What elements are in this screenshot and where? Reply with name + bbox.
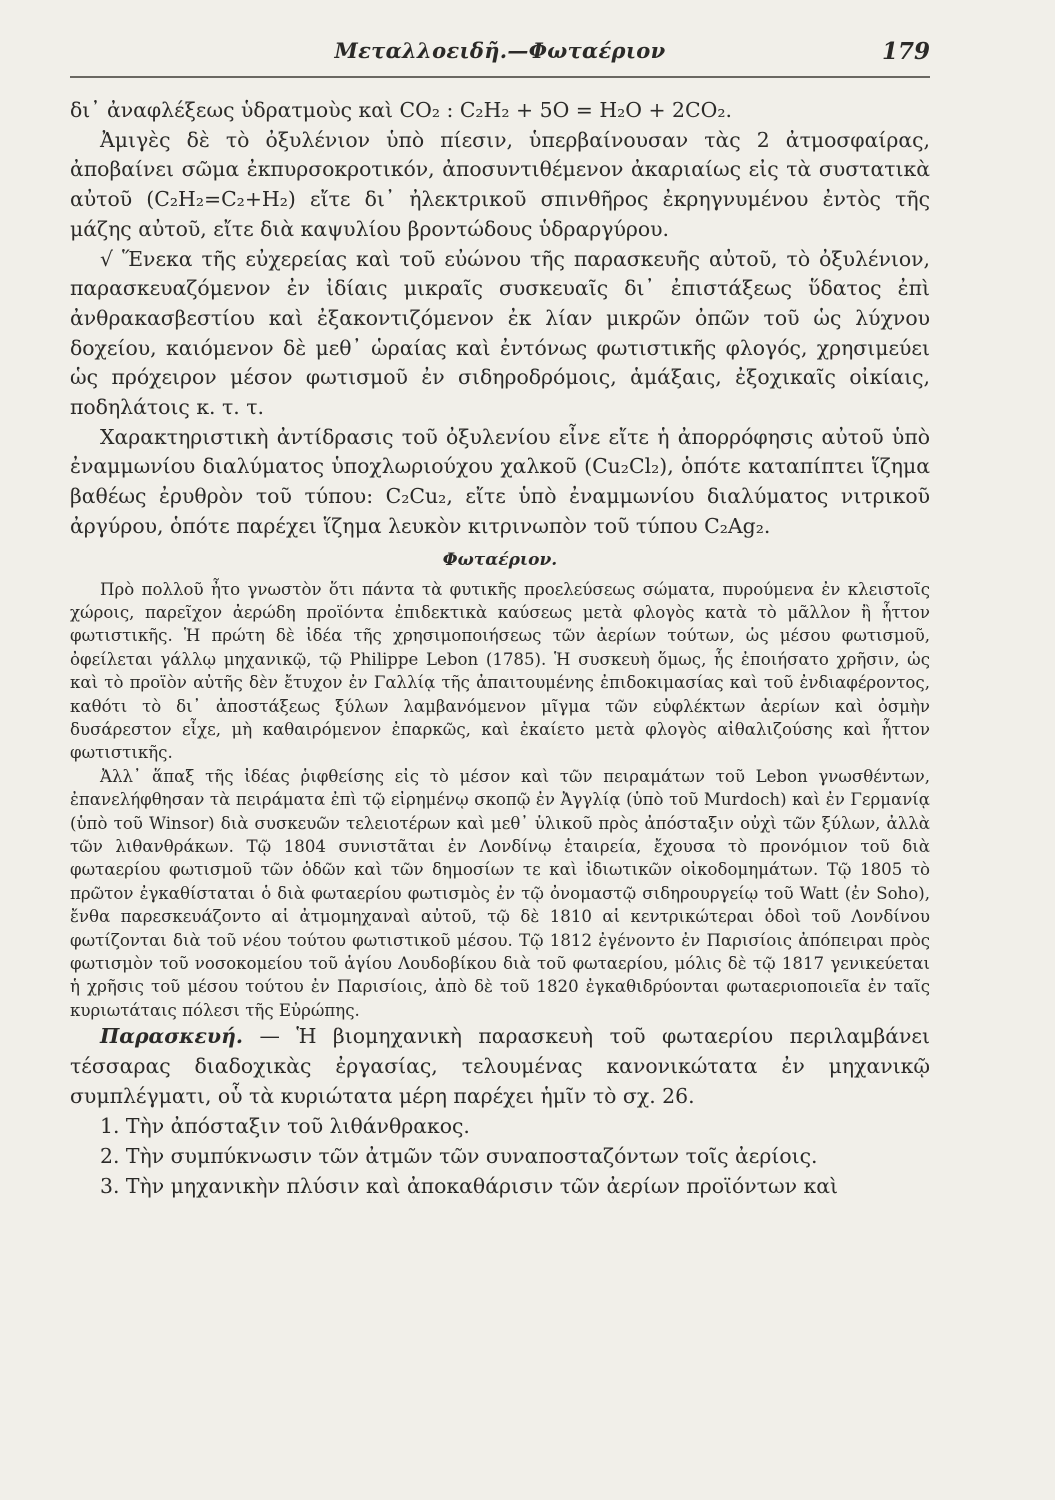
paragraph-gas-history-2: Ἀλλ᾽ ἅπαξ τῆς ἰδέας ῥιφθείσης εἰς τὸ μέσον καὶ τῶν πειραμάτων τοῦ Lebon γνωσθέντων, ἐπανελήφθησαν τὰ πειράματα ἐπὶ τῷ εἰρημένῳ σκοπῷ ἐν Ἀγγλίᾳ (ὑπὸ τοῦ Murdoch) καὶ ἐν Γερμανίᾳ (ὑπὸ τοῦ Winsor) διὰ συσκευῶν τελειοτέρων καὶ μεθ᾽ ὑλικοῦ πρὸς ἀπόσταξιν οὐχὶ τῶν ξύλων, ἀλλὰ τῶν λιθανθράκων. Τῷ 1804 συνιστᾶται ἐν Λονδίνῳ ἑταιρεία, ἔχουσα τὸ προνόμιον τοῦ διὰ φωταερίου φωτισμοῦ τῶν ὁδῶν καὶ τῶν δημοσίων τε καὶ ἰδιωτικῶν οἰκοδομημάτων. Τῷ 1805 τὸ πρῶτον ἐγκαθίσταται ὁ διὰ φωταερίου φωτισμὸς ἐν τῷ ὀνομαστῷ σιδηρουργείῳ τοῦ Watt (ἐν Soho), ἔνθα παρεσκευάζοντο αἱ ἀτμομηχαναὶ αὐτοῦ, τῷ δὲ 1810 αἱ κεντρικώτεραι ὁδοὶ τοῦ Λονδίνου φωτίζονται διὰ τοῦ νέου τούτου φωτιστικοῦ μέσου. Τῷ 1812 ἐγένοντο ἐν Παρισίοις ἀπόπειραι πρὸς φωτισμὸν τοῦ νοσοκομείου τοῦ ἁγίου Λουδοβίκου διὰ τοῦ φωταερίου, μόλις δὲ τῷ 1817 γενικεύεται ἡ χρῆσις τοῦ μέσου τούτου ἐν Παρισίοις, ἀπὸ δὲ τοῦ 1820 ἐγκαθιδρύονται φωταεριοποιεῖα ἐν ταῖς κυριωτάταις πόλεσι τῆς Εὐρώπης. bbox=[70, 766, 930, 1020]
paragraph-combustion-equation: δι᾽ ἀναφλέξεως ὑδρατμοὺς καὶ CO₂ : C₂H₂ + 5O = H₂O + 2CO₂. bbox=[70, 98, 733, 122]
section-title-gas: Φωταέριον. bbox=[442, 549, 558, 570]
header-rule bbox=[70, 70, 930, 78]
running-title: Μεταλλοειδῆ.—Φωταέριον bbox=[334, 38, 666, 63]
list-item: 1. Τὴν ἀπόσταξιν τοῦ λιθάνθρακος. bbox=[100, 1114, 470, 1139]
list-item: 2. Τὴν συμπύκνωσιν τῶν ἀτμῶν τῶν συναποσταζόντων τοῖς ἀερίοις. bbox=[100, 1144, 818, 1169]
page-header bbox=[70, 38, 930, 72]
preparation-heading: Παρασκευή. bbox=[100, 1024, 243, 1049]
preparation-text: — Ἡ βιομηχανικὴ παρασκευὴ τοῦ φωταερίου περιλαμβάνει τέσσαρας διαδοχικὰς ἐργασίας, τελουμένας κανονικώτατα ἐν μηχανικῷ συμπλέγματι, οὗ τὰ κυριώτατα μέρη παρέχει ἡμῖν τὸ σχ. 26. bbox=[70, 1024, 930, 1108]
paragraph-gas-history-1: Πρὸ πολλοῦ ἦτο γνωστὸν ὅτι πάντα τὰ φυτικῆς προελεύσεως σώματα, πυρούμενα ἐν κλειστοῖς χώροις, παρεῖχον ἀερώδη προϊόντα ἐπιδεκτικὰ καύσεως μετὰ φλογὸς κατὰ τὸ μᾶλλον ἢ ἧττον φωτιστικῆς. Ἡ πρώτη δὲ ἰδέα τῆς χρησιμοποιήσεως τῶν ἀερίων τούτων, ὡς μέσου φωτισμοῦ, ὀφείλεται γάλλῳ μηχανικῷ, τῷ Philippe Lebon (1785). Ἡ συσκευὴ ὅμως, ἧς ἐποιήσατο χρῆσιν, ὡς καὶ τὸ προϊὸν αὐτῆς δὲν ἔτυχον ἐν Γαλλίᾳ τῆς ἀπαιτουμένης ἐπιδοκιμασίας καὶ τοῦ ἐνδιαφέροντος, καθότι τὸ δι᾽ ἀποστάξεως ξύλων λαμβανόμενον μῖγμα τῶν εὐφλέκτων ἀερίων καὶ ὀσμὴν δυσάρεστον εἶχε, μὴ καθαιρόμενον ἐπαρκῶς, καὶ ἐκαίετο μετὰ φλογὸς αἰθαλιζούσης καὶ ἧττον φωτιστικῆς. bbox=[70, 579, 930, 763]
paragraph-preparation bbox=[70, 1022, 930, 1111]
paragraph-explosive: Ἀμιγὲς δὲ τὸ ὀξυλένιον ὑπὸ πίεσιν, ὑπερβαίνουσαν τὰς 2 ἀτμοσφαίρας, ἀποβαίνει σῶμα ἐκπυρσοκροτικόν, ἀποσυντιθέμενον ἀκαριαίως εἰς τὰ συστατικὰ αὐτοῦ (C₂H₂=C₂+H₂) εἴτε δι᾽ ἠλεκτρικοῦ σπινθῆρος ἐκρηγνυμένου ἐντὸς τῆς μάζης αὐτοῦ, εἴτε διὰ καψυλίου βροντώδους ὑδραργύρου. bbox=[70, 127, 930, 241]
paragraph-lighting-use: √ Ἕνεκα τῆς εὐχερείας καὶ τοῦ εὐώνου τῆς παρασκευῆς αὐτοῦ, τὸ ὀξυλένιον, παρασκευαζόμενον ἐν ἰδίαις μικραῖς συσκευαῖς δι᾽ ἐπιστάξεως ὕδατος ἐπὶ ἀνθρακασβεστίου καὶ ἐξακοντιζόμενον ἐκ λίαν μικρῶν ὀπῶν τοῦ ὡς λύχνου δοχείου, καιόμενον δὲ μεθ᾽ ὡραίας καὶ ἐντόνως φωτιστικῆς φλογός, χρησιμεύει ὡς πρόχειρον μέσον φωτισμοῦ ἐν σιδηροδρόμοις, ἁμάξαις, ἐξοχικαῖς οἰκίαις, ποδηλάτοις κ. τ. τ. bbox=[70, 246, 930, 420]
page-number: 179 bbox=[881, 38, 930, 65]
paragraph-characteristic-reaction: Χαρακτηριστικὴ ἀντίδρασις τοῦ ὀξυλενίου εἶνε εἴτε ἡ ἀπορρόφησις αὐτοῦ ὑπὸ ἐναμμωνίου διαλύματος ὑποχλωριούχου χαλκοῦ (Cu₂Cl₂), ὁπότε καταπίπτει ἵζημα βαθέως ἐρυθρὸν τοῦ τύπου: C₂Cu₂, εἴτε ὑπὸ ἐναμμωνίου διαλύματος νιτρικοῦ ἀργύρου, ὁπότε παρέχει ἵζημα λευκὸν κιτρινωπὸν τοῦ τύπου C₂Ag₂. bbox=[70, 424, 930, 538]
list-item: 3. Τὴν μηχανικὴν πλύσιν καὶ ἀποκαθάρισιν τῶν ἀερίων προϊόντων καὶ bbox=[100, 1174, 838, 1199]
page-body bbox=[70, 96, 930, 1201]
